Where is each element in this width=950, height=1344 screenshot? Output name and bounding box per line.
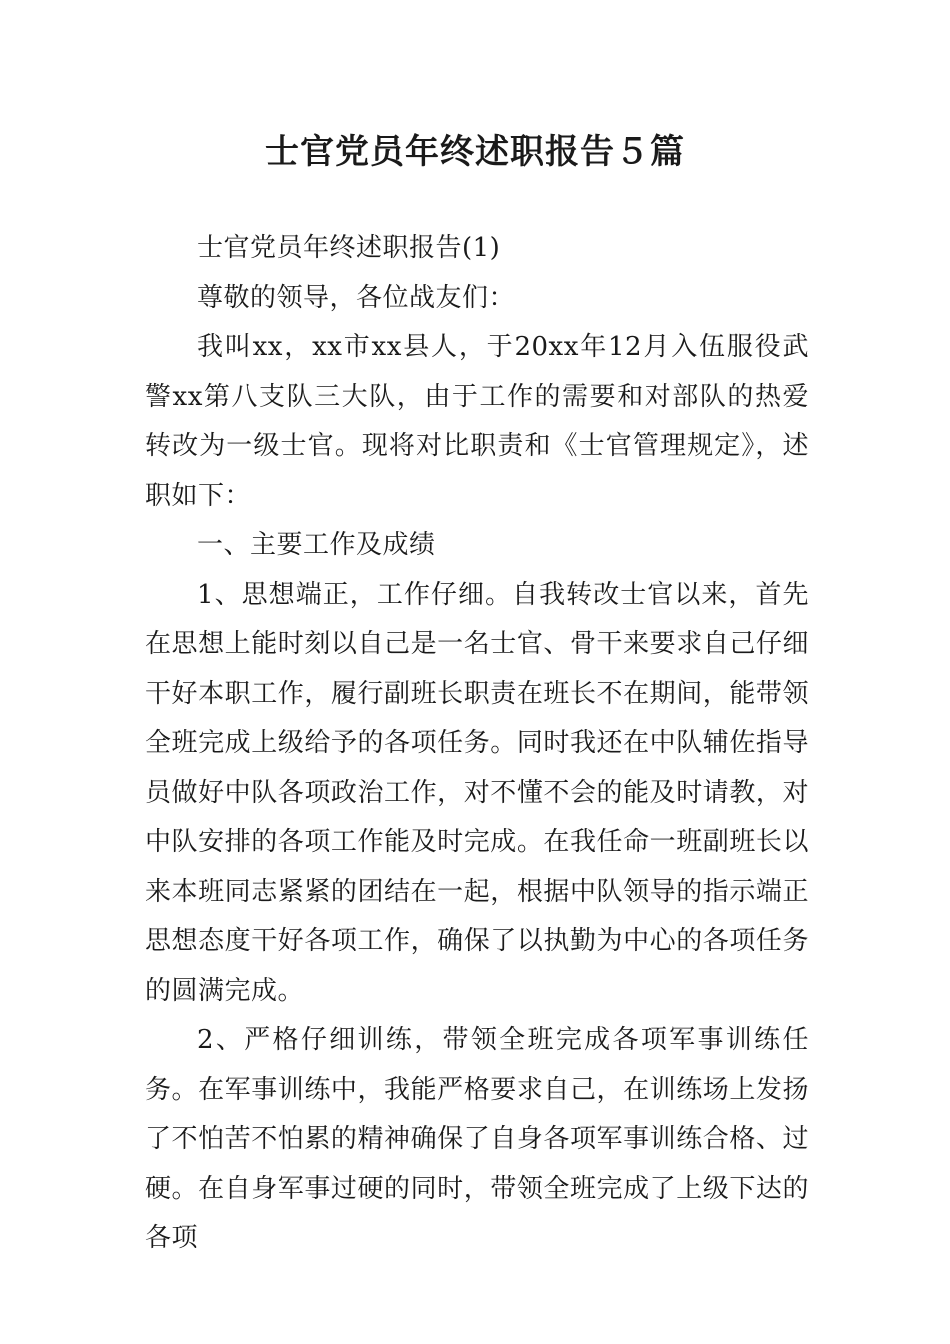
report-subtitle: 士官党员年终述职报告(1) bbox=[197, 233, 501, 263]
salutation: 尊敬的领导，各位战友们： bbox=[197, 282, 516, 313]
body-paragraph: 1、思想端正，工作仔细。自我转改士官以来，首先在思想上能时刻以自己是一名士官、骨干来要求自己仔细干好本职工作，履行副班长职责在班长不在期间，能带领全班完成上级给予的各项任务。同时我还在中队辅佐指导员做好中队各项政治工作，对不懂不会的能及时请教，对中队安排的各项工作能及时完成。在我任命一班副班长以来本班同志紧紧的团结在一起，根据中队领导的指示端正思想态度干好各项工作，确保了以执勤为中心的各项任务的圆满完成。 bbox=[145, 579, 809, 1006]
section-heading: 一、主要工作及成绩 bbox=[197, 530, 436, 560]
document-title: 士官党员年终述职报告５篇 bbox=[265, 132, 685, 172]
body-paragraph: 2、严格仔细训练，带领全班完成各项军事训练任务。在军事训练中，我能严格要求自己，在训练场上发扬了不怕苦不怕累的精神确保了自身各项军事训练合格、过硬。在自身军事过硬的同时，带领全班完成了上级下达的各项 bbox=[145, 1025, 809, 1253]
intro-paragraph: 我叫xx，xx市xx县人，于20xx年12月入伍服役武警xx第八支队三大队，由于工作的需要和对部队的热爱转改为一级士官。现将对比职责和《士官管理规定》，述职如下： bbox=[145, 332, 809, 511]
document-body bbox=[145, 224, 809, 1264]
